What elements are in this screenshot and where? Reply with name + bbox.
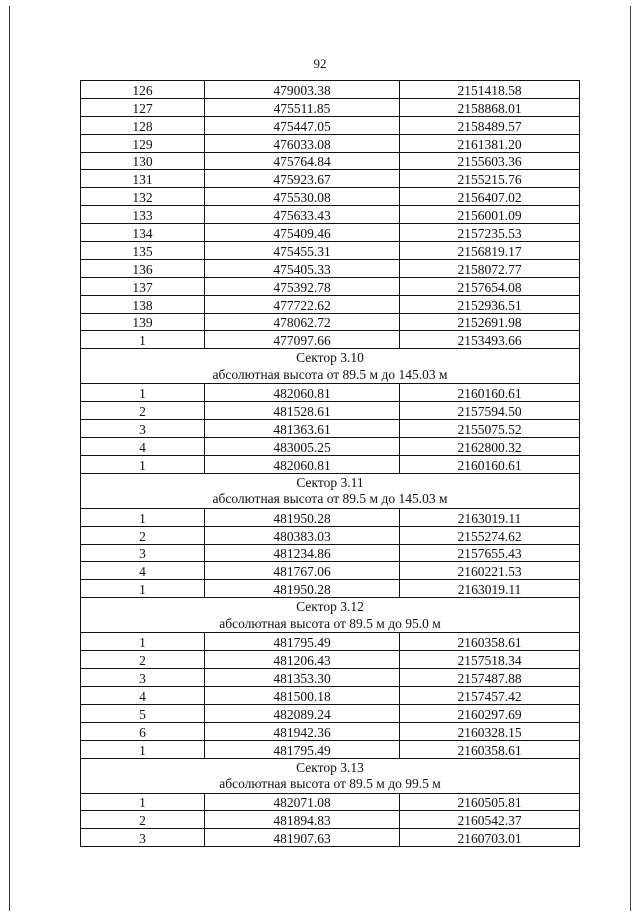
y-coordinate-cell: 2163019.11 bbox=[400, 580, 580, 598]
x-coordinate-cell: 481950.28 bbox=[205, 580, 400, 598]
x-coordinate-cell: 480383.03 bbox=[205, 526, 400, 544]
x-coordinate-cell: 481234.86 bbox=[205, 544, 400, 562]
y-coordinate-cell: 2156001.09 bbox=[400, 206, 580, 224]
point-number-cell: 4 bbox=[81, 438, 205, 456]
table-row bbox=[81, 259, 580, 277]
table-row bbox=[81, 384, 580, 402]
table-row bbox=[81, 402, 580, 420]
point-number-cell: 131 bbox=[81, 170, 205, 188]
point-number-cell: 139 bbox=[81, 313, 205, 331]
point-number-cell: 137 bbox=[81, 277, 205, 295]
x-coordinate-cell: 483005.25 bbox=[205, 438, 400, 456]
table-row bbox=[81, 170, 580, 188]
sector-header bbox=[81, 598, 580, 633]
x-coordinate-cell: 477097.66 bbox=[205, 331, 400, 349]
x-coordinate-cell: 481363.61 bbox=[205, 420, 400, 438]
point-number-cell: 138 bbox=[81, 295, 205, 313]
x-coordinate-cell: 475764.84 bbox=[205, 152, 400, 170]
x-coordinate-cell: 478062.72 bbox=[205, 313, 400, 331]
table-row bbox=[81, 313, 580, 331]
x-coordinate-cell: 481950.28 bbox=[205, 508, 400, 526]
y-coordinate-cell: 2158868.01 bbox=[400, 98, 580, 116]
point-number-cell: 135 bbox=[81, 242, 205, 260]
x-coordinate-cell: 476033.08 bbox=[205, 134, 400, 152]
point-number-cell: 136 bbox=[81, 259, 205, 277]
table-row bbox=[81, 508, 580, 526]
sector-title: Сектор 3.10 bbox=[296, 350, 364, 366]
table-row bbox=[81, 116, 580, 134]
y-coordinate-cell: 2155215.76 bbox=[400, 170, 580, 188]
y-coordinate-cell: 2160297.69 bbox=[400, 704, 580, 722]
table-row bbox=[81, 134, 580, 152]
point-number-cell: 6 bbox=[81, 722, 205, 740]
table-row bbox=[81, 669, 580, 687]
table-row bbox=[81, 420, 580, 438]
sector-altitude: абсолютная высота от 89.5 м до 95.0 м bbox=[219, 615, 441, 631]
y-coordinate-cell: 2152691.98 bbox=[400, 313, 580, 331]
y-coordinate-cell: 2155274.62 bbox=[400, 526, 580, 544]
table-row bbox=[81, 793, 580, 811]
table-row bbox=[81, 811, 580, 829]
x-coordinate-cell: 481907.63 bbox=[205, 829, 400, 847]
point-number-cell: 2 bbox=[81, 526, 205, 544]
x-coordinate-cell: 475530.08 bbox=[205, 188, 400, 206]
y-coordinate-cell: 2157518.34 bbox=[400, 651, 580, 669]
y-coordinate-cell: 2160542.37 bbox=[400, 811, 580, 829]
y-coordinate-cell: 2157655.43 bbox=[400, 544, 580, 562]
x-coordinate-cell: 475409.46 bbox=[205, 224, 400, 242]
x-coordinate-cell: 475392.78 bbox=[205, 277, 400, 295]
x-coordinate-cell: 475405.33 bbox=[205, 259, 400, 277]
point-number-cell: 134 bbox=[81, 224, 205, 242]
point-number-cell: 1 bbox=[81, 740, 205, 758]
sector-header bbox=[81, 758, 580, 793]
table-row bbox=[81, 295, 580, 313]
x-coordinate-cell: 481767.06 bbox=[205, 562, 400, 580]
y-coordinate-cell: 2155603.36 bbox=[400, 152, 580, 170]
x-coordinate-cell: 479003.38 bbox=[205, 81, 400, 99]
point-number-cell: 132 bbox=[81, 188, 205, 206]
point-number-cell: 126 bbox=[81, 81, 205, 99]
x-coordinate-cell: 475447.05 bbox=[205, 116, 400, 134]
point-number-cell: 2 bbox=[81, 651, 205, 669]
coordinates-table bbox=[80, 80, 580, 847]
table-row bbox=[81, 224, 580, 242]
point-number-cell: 1 bbox=[81, 384, 205, 402]
point-number-cell: 4 bbox=[81, 562, 205, 580]
x-coordinate-cell: 482071.08 bbox=[205, 793, 400, 811]
table-row bbox=[81, 242, 580, 260]
coordinates-table-body bbox=[81, 81, 580, 847]
point-number-cell: 4 bbox=[81, 686, 205, 704]
point-number-cell: 1 bbox=[81, 331, 205, 349]
y-coordinate-cell: 2156819.17 bbox=[400, 242, 580, 260]
x-coordinate-cell: 481795.49 bbox=[205, 633, 400, 651]
table-row bbox=[81, 580, 580, 598]
x-coordinate-cell: 482089.24 bbox=[205, 704, 400, 722]
x-coordinate-cell: 481528.61 bbox=[205, 402, 400, 420]
x-coordinate-cell: 481894.83 bbox=[205, 811, 400, 829]
x-coordinate-cell: 482060.81 bbox=[205, 455, 400, 473]
x-coordinate-cell: 481942.36 bbox=[205, 722, 400, 740]
table-row bbox=[81, 277, 580, 295]
table-row bbox=[81, 438, 580, 456]
sector-header-row bbox=[81, 758, 580, 793]
table-row bbox=[81, 651, 580, 669]
y-coordinate-cell: 2157654.08 bbox=[400, 277, 580, 295]
y-coordinate-cell: 2157235.53 bbox=[400, 224, 580, 242]
point-number-cell: 1 bbox=[81, 633, 205, 651]
table-row bbox=[81, 331, 580, 349]
sector-title: Сектор 3.13 bbox=[296, 759, 364, 775]
table-row bbox=[81, 526, 580, 544]
table-row bbox=[81, 152, 580, 170]
y-coordinate-cell: 2156407.02 bbox=[400, 188, 580, 206]
x-coordinate-cell: 475511.85 bbox=[205, 98, 400, 116]
y-coordinate-cell: 2160160.61 bbox=[400, 455, 580, 473]
table-row bbox=[81, 206, 580, 224]
y-coordinate-cell: 2160358.61 bbox=[400, 740, 580, 758]
sector-altitude: абсолютная высота от 89.5 м до 145.03 м bbox=[212, 491, 448, 507]
y-coordinate-cell: 2157457.42 bbox=[400, 686, 580, 704]
sector-title: Сектор 3.11 bbox=[296, 474, 364, 490]
x-coordinate-cell: 481353.30 bbox=[205, 669, 400, 687]
table-row bbox=[81, 188, 580, 206]
table-row bbox=[81, 704, 580, 722]
y-coordinate-cell: 2151418.58 bbox=[400, 81, 580, 99]
point-number-cell: 133 bbox=[81, 206, 205, 224]
point-number-cell: 128 bbox=[81, 116, 205, 134]
y-coordinate-cell: 2158072.77 bbox=[400, 259, 580, 277]
table-row bbox=[81, 633, 580, 651]
x-coordinate-cell: 481500.18 bbox=[205, 686, 400, 704]
y-coordinate-cell: 2160505.81 bbox=[400, 793, 580, 811]
table-row bbox=[81, 562, 580, 580]
point-number-cell: 5 bbox=[81, 704, 205, 722]
table-row bbox=[81, 544, 580, 562]
point-number-cell: 3 bbox=[81, 669, 205, 687]
point-number-cell: 1 bbox=[81, 580, 205, 598]
point-number-cell: 3 bbox=[81, 544, 205, 562]
point-number-cell: 129 bbox=[81, 134, 205, 152]
x-coordinate-cell: 477722.62 bbox=[205, 295, 400, 313]
sector-header bbox=[81, 349, 580, 384]
sector-altitude: абсолютная высота от 89.5 м до 145.03 м bbox=[212, 366, 448, 382]
point-number-cell: 1 bbox=[81, 455, 205, 473]
point-number-cell: 1 bbox=[81, 508, 205, 526]
y-coordinate-cell: 2160703.01 bbox=[400, 829, 580, 847]
table-row bbox=[81, 740, 580, 758]
y-coordinate-cell: 2163019.11 bbox=[400, 508, 580, 526]
point-number-cell: 127 bbox=[81, 98, 205, 116]
point-number-cell: 3 bbox=[81, 420, 205, 438]
y-coordinate-cell: 2157594.50 bbox=[400, 402, 580, 420]
x-coordinate-cell: 482060.81 bbox=[205, 384, 400, 402]
table-row bbox=[81, 98, 580, 116]
y-coordinate-cell: 2161381.20 bbox=[400, 134, 580, 152]
y-coordinate-cell: 2160160.61 bbox=[400, 384, 580, 402]
sector-header-row bbox=[81, 473, 580, 508]
sector-altitude: абсолютная высота от 89.5 м до 99.5 м bbox=[219, 776, 441, 791]
table-row bbox=[81, 686, 580, 704]
table-row bbox=[81, 829, 580, 847]
table-row bbox=[81, 455, 580, 473]
x-coordinate-cell: 481206.43 bbox=[205, 651, 400, 669]
sector-title: Сектор 3.12 bbox=[296, 599, 364, 615]
sector-header-row bbox=[81, 349, 580, 384]
y-coordinate-cell: 2153493.66 bbox=[400, 331, 580, 349]
y-coordinate-cell: 2160221.53 bbox=[400, 562, 580, 580]
point-number-cell: 130 bbox=[81, 152, 205, 170]
sector-header bbox=[81, 473, 580, 508]
x-coordinate-cell: 481795.49 bbox=[205, 740, 400, 758]
y-coordinate-cell: 2162800.32 bbox=[400, 438, 580, 456]
point-number-cell: 2 bbox=[81, 402, 205, 420]
y-coordinate-cell: 2155075.52 bbox=[400, 420, 580, 438]
table-row bbox=[81, 722, 580, 740]
y-coordinate-cell: 2158489.57 bbox=[400, 116, 580, 134]
sector-header-row bbox=[81, 598, 580, 633]
page-number: 92 bbox=[313, 56, 327, 71]
y-coordinate-cell: 2160358.61 bbox=[400, 633, 580, 651]
point-number-cell: 3 bbox=[81, 829, 205, 847]
y-coordinate-cell: 2160328.15 bbox=[400, 722, 580, 740]
x-coordinate-cell: 475923.67 bbox=[205, 170, 400, 188]
y-coordinate-cell: 2152936.51 bbox=[400, 295, 580, 313]
x-coordinate-cell: 475455.31 bbox=[205, 242, 400, 260]
x-coordinate-cell: 475633.43 bbox=[205, 206, 400, 224]
y-coordinate-cell: 2157487.88 bbox=[400, 669, 580, 687]
table-row bbox=[81, 81, 580, 99]
point-number-cell: 1 bbox=[81, 793, 205, 811]
point-number-cell: 2 bbox=[81, 811, 205, 829]
